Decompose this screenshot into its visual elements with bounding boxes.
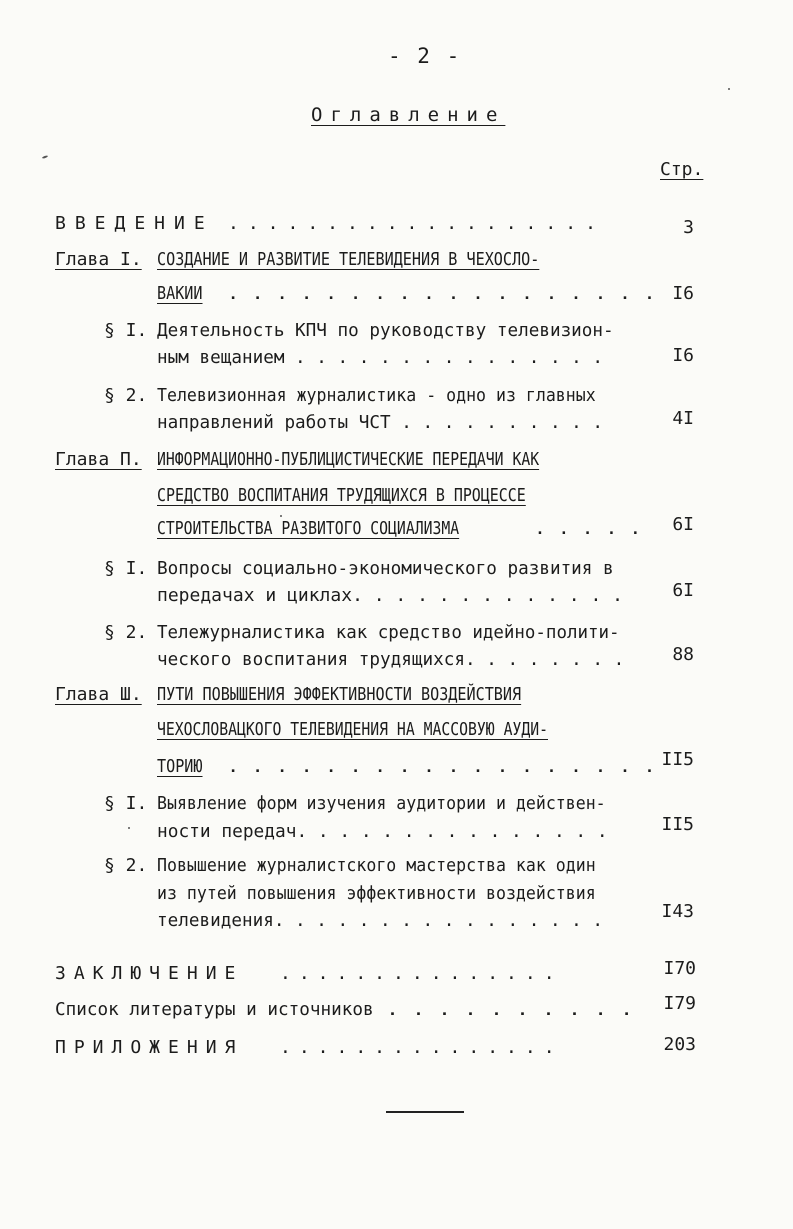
toc-chapter-3-prefix: Глава Ш. [55, 684, 142, 705]
toc-chapter-2-title-line1: ИНФОРМАЦИОННО-ПУБЛИЦИСТИЧЕСКИЕ ПЕРЕДАЧИ КАК [157, 449, 540, 470]
toc-entry-appendix-label: ПРИЛОЖЕНИЯ [55, 1037, 244, 1058]
scan-speck [42, 155, 48, 159]
toc-ch1-section-1-line1: Деятельность КПЧ по руководству телевизион- [157, 320, 614, 341]
toc-ch3-section-2-line3: телевидения. . . . . . . . . . . . . . . . [157, 910, 604, 931]
toc-entry-conclusion-dots: ............... [280, 963, 563, 984]
toc-entry-conclusion-page: I70 [663, 958, 696, 979]
toc-ch2-section-2-line2: ческого воспитания трудящихся. . . . . . . . [157, 649, 625, 670]
toc-entry-conclusion-label: ЗАКЛЮЧЕНИЕ [55, 963, 244, 984]
toc-ch1-section-2-page: 4I [672, 408, 694, 429]
toc-ch1-section-1-page: I6 [672, 345, 694, 366]
toc-ch1-section-1-line2: ным вещанием . . . . . . . . . . . . . . . [157, 347, 604, 368]
toc-ch2-section-2-line1: Тележурналистика как средство идейно-полити- [157, 622, 620, 643]
page-column-label: Стр. [660, 159, 704, 180]
toc-entry-intro-label: ВВЕДЕНИЕ [55, 213, 214, 234]
toc-chapter-1-title-line1: СОЗДАНИЕ И РАЗВИТИЕ ТЕЛЕВИДЕНИЯ В ЧЕХОСЛО- [157, 249, 540, 270]
toc-entry-literature-dots: . . . . . . . . . . [386, 999, 634, 1020]
toc-ch3-section-2-num: § 2. [104, 855, 148, 876]
scan-speck [128, 827, 130, 829]
toc-ch1-section-2-line2: направлений работы ЧСТ . . . . . . . . . . [157, 412, 604, 433]
toc-entry-appendix-dots: ............... [280, 1037, 563, 1058]
toc-chapter-2-title-line2: СРЕДСТВО ВОСПИТАНИЯ ТРУДЯЩИХСЯ В ПРОЦЕССЕ [157, 485, 526, 506]
toc-ch3-section-1-page: II5 [661, 814, 694, 835]
closing-rule [386, 1111, 464, 1113]
toc-ch2-section-1-line2: передачах и циклах. . . . . . . . . . . . . [157, 585, 623, 606]
toc-ch2-section-1-line1: Вопросы социально-экономического развития в [157, 558, 614, 579]
toc-chapter-2-dots: . . . . . [534, 518, 642, 539]
toc-chapter-2-page: 6I [672, 514, 694, 535]
toc-ch1-section-2-num: § 2. [104, 385, 148, 406]
toc-ch3-section-2-line2: из путей повышения эффективности воздействия [157, 883, 596, 904]
toc-chapter-3-title-line1: ПУТИ ПОВЫШЕНИЯ ЭФФЕКТИВНОСТИ ВОЗДЕЙСТВИЯ [157, 684, 522, 705]
toc-chapter-1-prefix: Глава I. [55, 249, 142, 270]
contents-title: Оглавление [311, 104, 506, 126]
toc-ch1-section-1-num: § I. [104, 320, 148, 341]
toc-ch2-section-2-page: 88 [672, 644, 694, 665]
toc-chapter-2-prefix: Глава П. [55, 449, 142, 470]
toc-ch2-section-2-num: § 2. [104, 622, 148, 643]
toc-entry-intro-dots: ................... [228, 213, 605, 234]
toc-ch2-section-1-page: 6I [672, 580, 694, 601]
toc-ch3-section-1-line2: ности передач. . . . . . . . . . . . . . . [157, 821, 608, 842]
toc-chapter-3-title-line2: ЧЕХОСЛОВАЦКОГО ТЕЛЕВИДЕНИЯ НА МАССОВУЮ АУДИ- [157, 719, 548, 740]
toc-entry-intro-page: 3 [683, 217, 694, 238]
toc-chapter-1-title-line2: ВАКИИ [157, 283, 203, 304]
toc-chapter-2-title-line3: СТРОИТЕЛЬСТВА РАЗВИТОГО СОЦИАЛИЗМА [157, 518, 460, 539]
scan-speck [280, 515, 282, 517]
toc-ch3-section-1-line1: Выявление форм изучения аудитории и действен- [157, 793, 606, 814]
toc-chapter-1-dots: . . . . . . . . . . . . . . . . . . [227, 283, 656, 304]
toc-ch2-section-1-num: § I. [104, 558, 148, 579]
toc-entry-literature-label: Список литературы и источников [55, 999, 374, 1020]
toc-ch1-section-2-line1: Телевизионная журналистика - одно из главных [157, 385, 596, 406]
toc-chapter-1-page: I6 [672, 283, 694, 304]
toc-chapter-3-page: II5 [661, 749, 694, 770]
toc-chapter-3-dots: . . . . . . . . . . . . . . . . . . [227, 756, 656, 777]
scan-speck [728, 88, 730, 90]
page-number: - 2 - [388, 44, 462, 68]
toc-entry-appendix-page: 203 [663, 1034, 696, 1055]
toc-ch3-section-1-num: § I. [104, 793, 148, 814]
toc-chapter-3-title-line3: ТОРИЮ [157, 756, 203, 777]
toc-ch3-section-2-line1: Повышение журналистского мастерства как один [157, 855, 596, 876]
toc-entry-literature-page: I79 [663, 993, 696, 1014]
toc-ch3-section-2-page: I43 [661, 901, 694, 922]
